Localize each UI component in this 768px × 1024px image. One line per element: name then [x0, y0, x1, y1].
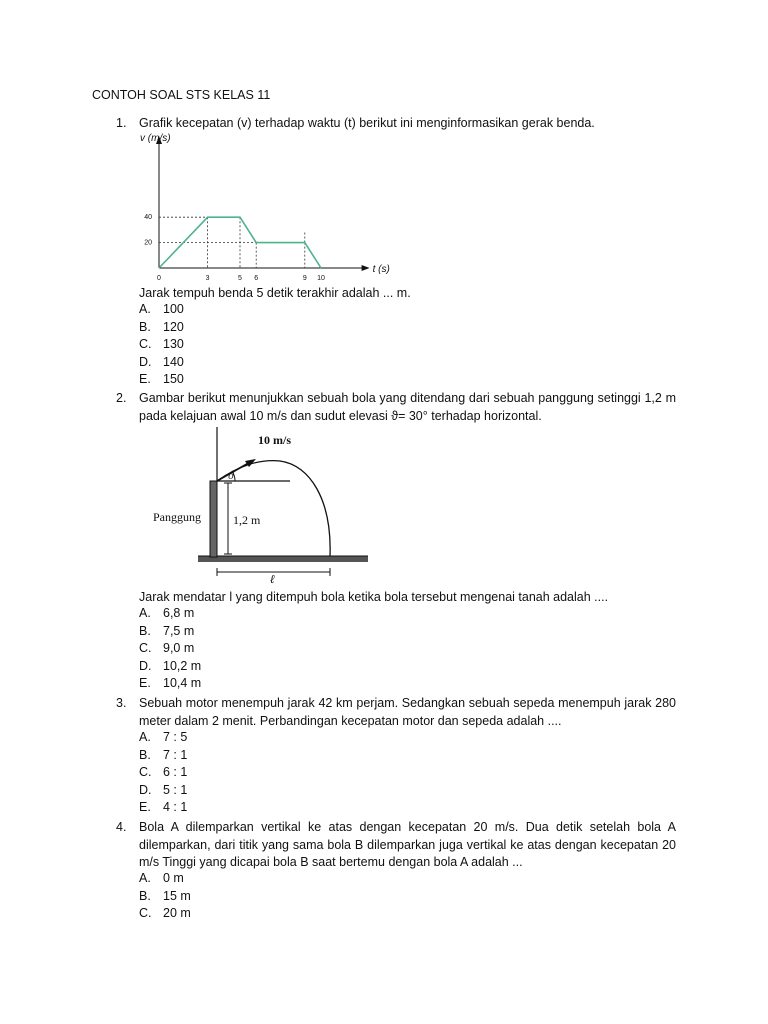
option-letter: C.: [139, 337, 152, 352]
option-letter: E.: [139, 676, 151, 691]
option-letter: B.: [139, 888, 151, 903]
option-value: 20 m: [163, 906, 191, 921]
question-1-text: Grafik kecepatan (v) terhadap waktu (t) berikut ini menginformasikan gerak benda.: [139, 116, 595, 130]
question-1-prompt: Jarak tempuh benda 5 detik terakhir adalah ... m.: [139, 286, 411, 300]
question-1-number: 1.: [116, 116, 127, 130]
question-2-prompt: Jarak mendatar l yang ditempuh bola ketika bola tersebut mengenai tanah adalah ....: [139, 590, 609, 604]
x-tick-label: 0: [157, 275, 161, 282]
option-value: 4 : 1: [163, 800, 188, 815]
y-axis-label: v (m/s): [140, 133, 171, 144]
option-value: 5 : 1: [163, 782, 188, 797]
option-a: [139, 871, 184, 885]
y-tick-label: 20: [144, 239, 152, 247]
option-letter: B.: [139, 623, 151, 638]
option-c: [139, 337, 184, 351]
x-tick-label: 5: [238, 275, 242, 282]
question-3-text: Sebuah motor menempuh jarak 42 km perjam. Sedangkan sebuah sepeda menempuh jarak 280 meter dalam 2 menit. Perbandingan kecepatan motor dan sepeda adalah ....: [139, 696, 676, 728]
stage-pole: [210, 481, 217, 557]
angle-label: ϑ: [228, 470, 234, 482]
y-tick-label: 40: [144, 214, 152, 222]
option-a: [139, 302, 184, 316]
option-value: 120: [163, 319, 184, 334]
option-letter: C.: [139, 641, 152, 656]
projectile-figure: [140, 425, 370, 585]
question-2-text: Gambar berikut menunjukkan sebuah bola yang ditendang dari sebuah panggung setinggi 1,2 m pada kelajuan awal 10 m/s dan sudut elevasi ϑ= 30° terhadap horizontal.: [139, 391, 676, 423]
option-value: 10,4 m: [163, 676, 202, 691]
option-d: [139, 783, 187, 797]
option-letter: B.: [139, 319, 151, 334]
x-axis-label: t (s): [372, 264, 390, 275]
option-d: [139, 659, 201, 673]
option-value: 9,0 m: [163, 641, 195, 656]
x-tick-label: 9: [302, 275, 307, 282]
x-axis-arrowhead: [362, 265, 370, 271]
option-b: [139, 320, 184, 334]
question-2-number: 2.: [116, 391, 127, 405]
option-letter: C.: [139, 765, 152, 780]
option-value: 10,2 m: [163, 658, 202, 673]
option-value: 7 : 5: [163, 730, 188, 744]
velocity-time-chart: [138, 130, 448, 285]
option-a: [139, 606, 194, 620]
option-e: [139, 372, 184, 386]
option-e: [139, 676, 201, 690]
option-letter: A.: [139, 730, 151, 744]
option-value: 150: [163, 372, 184, 387]
question-4-number: 4.: [116, 820, 127, 834]
height-label: 1,2 m: [233, 513, 261, 527]
page-title: CONTOH SOAL STS KELAS 11: [92, 88, 271, 102]
question-4-text: Bola A dilemparkan vertikal ke atas dengan kecepatan 20 m/s. Dua detik setelah bola A dilemparkan, dari titik yang sama bola B dilemparkan juga vertikal ke atas dengan kecepatan 20 m/s Tinggi yang dicapai bola B saat bertemu dengan bola A adalah ...: [139, 820, 676, 869]
option-value: 130: [163, 337, 184, 352]
option-value: 6,8 m: [163, 606, 195, 620]
option-value: 7,5 m: [163, 623, 195, 638]
option-letter: D.: [139, 354, 152, 369]
option-letter: D.: [139, 658, 152, 673]
distance-label: ℓ: [270, 572, 276, 586]
option-e: [139, 800, 187, 814]
option-value: 7 : 1: [163, 747, 188, 762]
option-letter: E.: [139, 372, 151, 387]
option-a: [139, 730, 187, 744]
option-b: [139, 624, 194, 638]
option-b: [139, 889, 191, 903]
speed-label: 10 m/s: [258, 433, 291, 447]
option-b: [139, 748, 187, 762]
ground: [198, 556, 368, 562]
option-value: 0 m: [163, 871, 184, 885]
option-value: 140: [163, 354, 184, 369]
option-letter: A.: [139, 871, 151, 885]
x-tick-label: 3: [205, 275, 210, 282]
x-tick-label: 10: [317, 275, 325, 282]
x-tick-label: 6: [254, 275, 259, 282]
question-3-number: 3.: [116, 696, 127, 710]
option-letter: C.: [139, 906, 152, 921]
option-letter: D.: [139, 782, 152, 797]
option-value: 6 : 1: [163, 765, 188, 780]
option-letter: E.: [139, 800, 151, 815]
option-d: [139, 355, 184, 369]
option-c: [139, 641, 194, 655]
option-value: 15 m: [163, 888, 191, 903]
option-letter: A.: [139, 606, 151, 620]
option-value: 100: [163, 302, 184, 316]
option-c: [139, 765, 187, 779]
option-letter: A.: [139, 302, 151, 316]
option-letter: B.: [139, 747, 151, 762]
option-c: [139, 906, 191, 920]
stage-label: Panggung: [153, 510, 201, 524]
